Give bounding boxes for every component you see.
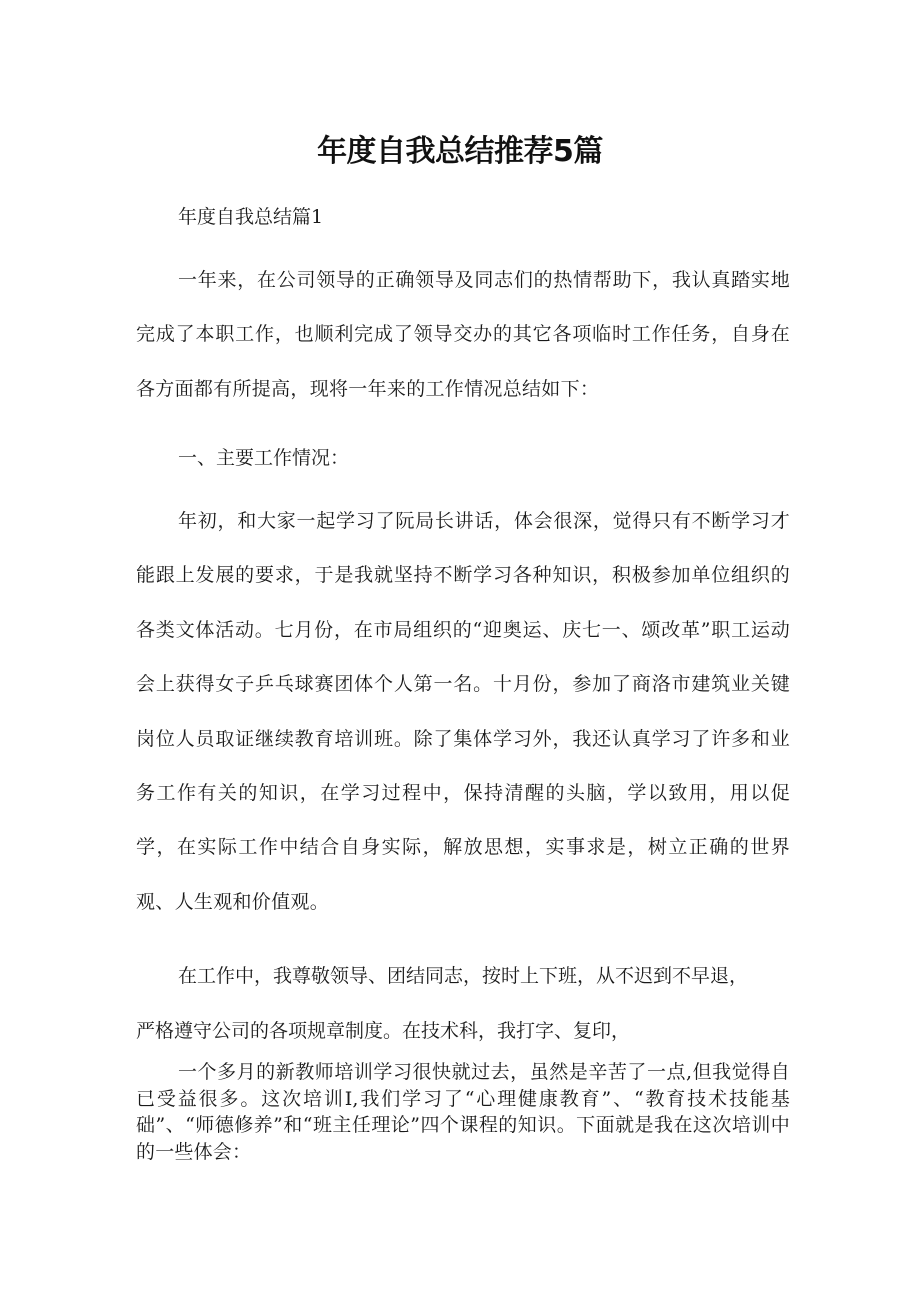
document-title: 年度自我总结推荐5篇 bbox=[317, 134, 603, 169]
work-paragraph-line-1: 在工作中，我尊敬领导、团结同志，按时上下班，从不迟到不早退， bbox=[178, 965, 749, 987]
training-paragraph: 一个多月的新教师培训学习很快就过去，虽然是辛苦了一点,但我觉得自已受益很多。这次培训I,我们学习了“心理健康教育”、“教育技术技能基础”、“师德修养”和“班主任理论”四个课程的知识。下面就是我在这次培训中的一些体会： bbox=[136, 1061, 790, 1163]
section-title: 年度自我总结篇1 bbox=[178, 206, 324, 228]
heading-main-work: 一、主要工作情况： bbox=[178, 447, 350, 469]
intro-paragraph: 一年来，在公司领导的正确领导及同志们的热情帮助下，我认真踏实地完成了本职工作，也顺利完成了领导交办的其它各项临时工作任务，自身在各方面都有所提高，现将一年来的工作情况总结如下： bbox=[136, 269, 790, 400]
study-paragraph: 年初，和大家一起学习了阮局长讲话，体会很深，觉得只有不断学习才能跟上发展的要求，于是我就坚持不断学习各种知识，积极参加单位组织的各类文体活动。七月份，在市局组织的“迎奥运、庆七一、颂改革”职工运动会上获得女子乒乓球赛团体个人第一名。十月份，参加了商洛市建筑业关键岗位人员取证继续教育培训班。除了集体学习外，我还认真学习了许多和业务工作有关的知识，在学习过程中，保持清醒的头脑，学以致用，用以促学，在实际工作中结合自身实际，解放思想，实事求是，树立正确的世界观、人生观和价值观。 bbox=[136, 510, 790, 913]
work-paragraph-line-2: 严格遵守公司的各项规章制度。在技术科，我打字、复印， bbox=[136, 1020, 631, 1042]
